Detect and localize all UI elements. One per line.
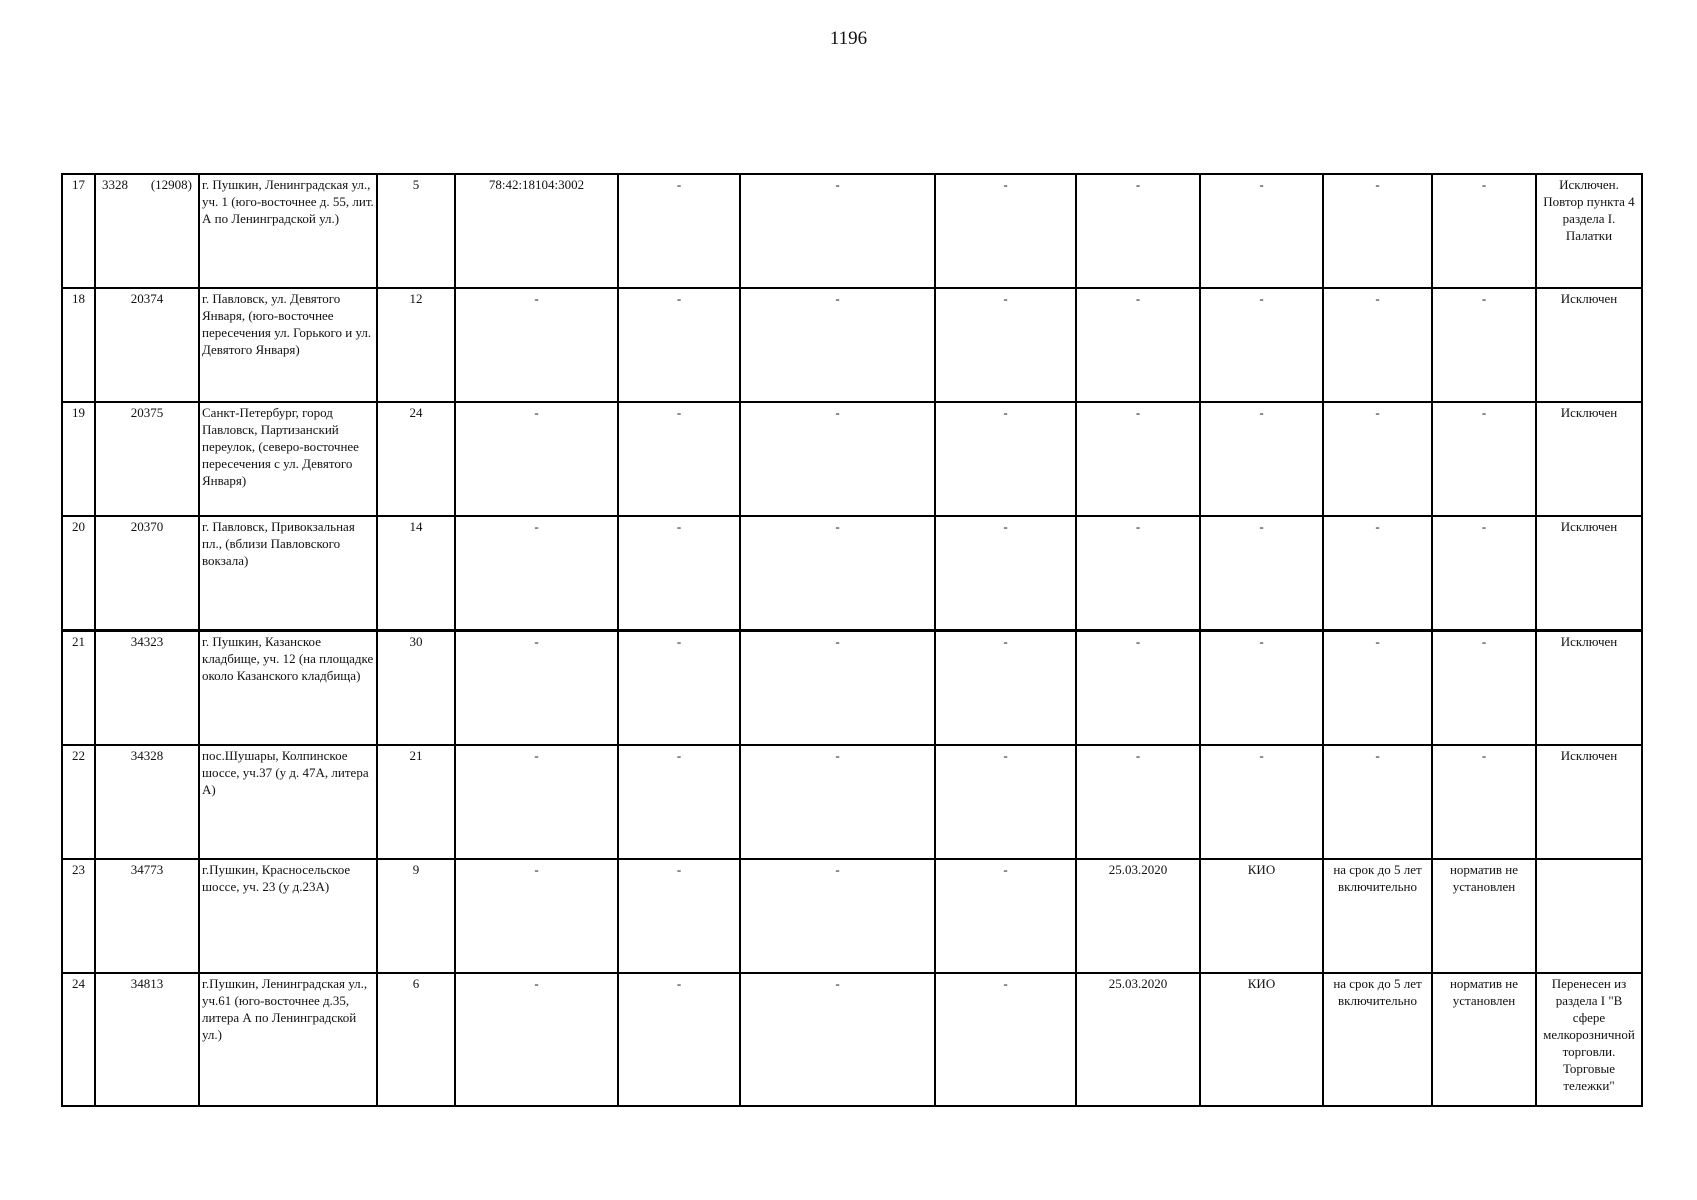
cell-col7: - [740,631,935,746]
address: Санкт-Петербург, город Павловск, Партизанский переулок, (северо-восточнее пересечения с ул. Девятого Января) [199,402,377,516]
norm: норматив не установлен [1432,973,1536,1106]
object-code: 34323 [95,631,199,746]
cell-col6: - [618,745,740,859]
area: 30 [377,631,455,746]
row-number: 19 [62,402,95,516]
cell-col6: - [618,402,740,516]
table-row [62,973,1642,1106]
address: г. Павловск, ул. Девятого Января, (юго-восточнее пересечения ул. Горького и ул. Девятого Января) [199,288,377,402]
area: 9 [377,859,455,973]
object-code: 34328 [95,745,199,859]
row-number: 18 [62,288,95,402]
cadastral-number: - [455,402,618,516]
page-number: 1196 [829,28,868,49]
norm: - [1432,174,1536,288]
address: г. Пушкин, Казанское кладбище, уч. 12 (на площадке около Казанского кладбища) [199,631,377,746]
table-row [62,631,1642,746]
cell-col8: - [935,288,1076,402]
cell-col7: - [740,174,935,288]
table-row [62,288,1642,402]
address: г. Павловск, Привокзальная пл., (вблизи Павловского вокзала) [199,516,377,631]
area: 24 [377,402,455,516]
cell-col8: - [935,402,1076,516]
note: Исключен [1536,631,1642,746]
cell-col7: - [740,973,935,1106]
term: - [1323,174,1432,288]
table-row [62,745,1642,859]
area: 12 [377,288,455,402]
decision-date: - [1076,631,1200,746]
decision-date: - [1076,288,1200,402]
row-number: 17 [62,174,95,288]
table-row [62,859,1642,973]
decision-date: - [1076,516,1200,631]
row-number: 20 [62,516,95,631]
note: Перенесен из раздела I "В сфере мелкорозничной торговли. Торговые тележки" [1536,973,1642,1106]
organization: - [1200,516,1323,631]
address: г.Пушкин, Ленинградская ул., уч.61 (юго-восточнее д.35, литера А по Ленинградской ул.) [199,973,377,1106]
decision-date: - [1076,745,1200,859]
object-code: 20374 [95,288,199,402]
organization: - [1200,402,1323,516]
decision-date: 25.03.2020 [1076,859,1200,973]
norm: - [1432,516,1536,631]
row-number: 21 [62,631,95,746]
cell-col8: - [935,174,1076,288]
note [1536,859,1642,973]
object-code: 20375 [95,402,199,516]
object-code-extra: (12908) [150,177,192,192]
decision-date: - [1076,402,1200,516]
object-code-value: 3328 [102,177,128,192]
address: пос.Шушары, Колпинское шоссе, уч.37 (у д. 47А, литера А) [199,745,377,859]
cell-col8: - [935,631,1076,746]
norm: норматив не установлен [1432,859,1536,973]
term: - [1323,745,1432,859]
object-code: 20370 [95,516,199,631]
object-code: 34813 [95,973,199,1106]
note: Исключен [1536,516,1642,631]
norm: - [1432,288,1536,402]
term: на срок до 5 лет включительно [1323,973,1432,1106]
organization: КИО [1200,859,1323,973]
area: 5 [377,174,455,288]
object-code [95,174,199,288]
term: - [1323,402,1432,516]
area: 14 [377,516,455,631]
organization: - [1200,745,1323,859]
cadastral-number: - [455,631,618,746]
cadastral-number: - [455,859,618,973]
cell-col7: - [740,859,935,973]
cell-col8: - [935,859,1076,973]
cell-col8: - [935,973,1076,1106]
norm: - [1432,402,1536,516]
cell-col8: - [935,745,1076,859]
area: 21 [377,745,455,859]
cell-col6: - [618,516,740,631]
note: Исключен. Повтор пункта 4 раздела I. Палатки [1536,174,1642,288]
note: Исключен [1536,745,1642,859]
row-number: 22 [62,745,95,859]
area: 6 [377,973,455,1106]
cell-col6: - [618,973,740,1106]
cell-col8: - [935,516,1076,631]
row-number: 23 [62,859,95,973]
table-row [62,402,1642,516]
organization: - [1200,174,1323,288]
decision-date: - [1076,174,1200,288]
cell-col6: - [618,859,740,973]
organization: - [1200,631,1323,746]
cadastral-number: - [455,973,618,1106]
table-row [62,516,1642,631]
row-number: 24 [62,973,95,1106]
registry-table [61,173,1643,1107]
norm: - [1432,631,1536,746]
decision-date: 25.03.2020 [1076,973,1200,1106]
organization: - [1200,288,1323,402]
term: на срок до 5 лет включительно [1323,859,1432,973]
cell-col7: - [740,745,935,859]
cadastral-number: - [455,288,618,402]
cadastral-number: 78:42:18104:3002 [455,174,618,288]
cell-col7: - [740,288,935,402]
term: - [1323,631,1432,746]
term: - [1323,516,1432,631]
object-code: 34773 [95,859,199,973]
norm: - [1432,745,1536,859]
note: Исключен [1536,288,1642,402]
address: г.Пушкин, Красносельское шоссе, уч. 23 (у д.23А) [199,859,377,973]
cell-col6: - [618,174,740,288]
table-row [62,174,1642,288]
cadastral-number: - [455,745,618,859]
term: - [1323,288,1432,402]
cell-col7: - [740,402,935,516]
cadastral-number: - [455,516,618,631]
cell-col6: - [618,631,740,746]
organization: КИО [1200,973,1323,1106]
address: г. Пушкин, Ленинградская ул., уч. 1 (юго-восточнее д. 55, лит. А по Ленинградской ул.) [199,174,377,288]
note: Исключен [1536,402,1642,516]
cell-col6: - [618,288,740,402]
cell-col7: - [740,516,935,631]
